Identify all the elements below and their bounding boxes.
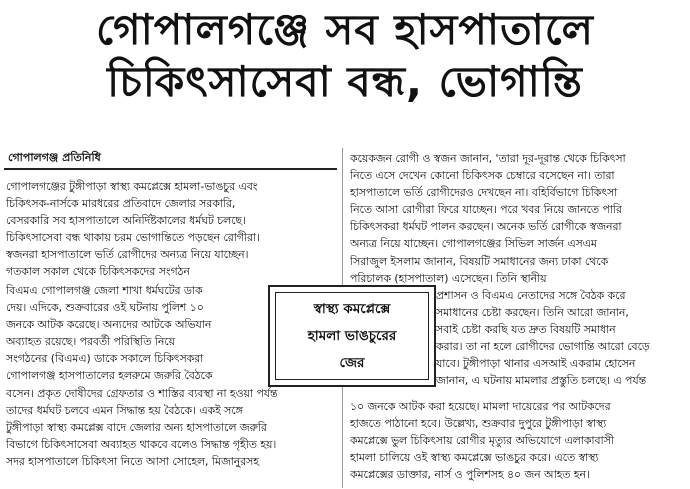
text-line: সংগঠনের (বিএমএ) ডাকে সকালে চিকিৎসকরা: [6, 352, 204, 366]
headline-line-1: গোপালগঞ্জে সব হাসপাতালে: [96, 5, 594, 54]
text-line: অব্যাহত রয়েছে। পরবর্তী পরিস্থিতি নিয়ে: [6, 335, 175, 349]
text-line: গতকাল সকাল থেকে চিকিৎসকদের সংগঠন: [6, 265, 190, 279]
text-line: গোপালগঞ্জ হাসপাতালের হলরুমে জরুরি বৈঠকে: [6, 369, 213, 383]
byline-rule: [4, 168, 337, 170]
text-line: করার। তা না হলে রোগীদের ভোগান্তি আরো বেড়ে: [436, 340, 650, 354]
text-line: চিকিৎসাসেবা বন্ধ থাকায় চরম ভোগান্তিতে পড়ছেন রোগীরা।: [6, 231, 260, 245]
pull-quote-line-2: হামলা ভাঙচুরের: [307, 327, 397, 344]
byline: গোপালগঞ্জ প্রতিনিধি: [8, 151, 101, 164]
text-line: কয়েকজন রোগী ও স্বজন জানান, 'তারা দূর-দূরান্ত থেকে চিকিৎসা: [350, 152, 626, 165]
pull-quote-line-3: জের: [339, 354, 365, 371]
text-line: তাদের ধর্মঘট চলবে এমন সিদ্ধান্ত হয় বৈঠকে। একই সঙ্গে: [6, 404, 243, 418]
text-line: চিকিৎসক-নার্সকে মারধরের প্রতিবাদে জেলার সরকারি,: [6, 197, 236, 211]
text-line: সমাধানের চেষ্টা করছেন। তিনি আরো জানান,: [436, 306, 629, 320]
text-line: অন্যত্র নিয়ে যাচ্ছেন। গোপালগঞ্জের সিভিল সার্জন এসএম: [350, 237, 597, 251]
text-line: কমপ্লেক্সের ডাক্তার, নার্স ও পুলিশসহ ৪০ জন আহত হন।: [350, 468, 590, 482]
text-line: নিতে আসা রোগীরা ফিরে যাচ্ছেন। পরে খবর নিয়ে জানতে পারি: [350, 203, 622, 217]
right-column-top: [350, 150, 684, 286]
text-line: হামলা চালিয়ে ওই স্বাস্থ্য কমপ্লেক্সে ভাঙচুর করে। এতে স্বাস্থ্য: [350, 451, 599, 465]
left-column-bottom: [6, 385, 336, 487]
text-line: বসেন। প্রকৃত দোষীদের গ্রেফতার ও শাস্তির ব্যবস্থা না হওয়া পর্যন্ত: [6, 387, 278, 400]
text-line: কমপ্লেক্সে ভুল চিকিৎসায় রোগীর মৃত্যুর অভিযোগে এলাকাবাসী: [350, 434, 614, 448]
text-line: বেসরকারি সব হাসপাতালে অনির্দিষ্টকালের ধর্মঘট চলছে।: [6, 214, 246, 228]
text-line: গোপালগঞ্জের টুঙ্গীপাড়া স্বাস্থ্য কমপ্লেক্সে হামলা-ভাঙচুর এবং: [6, 180, 258, 193]
text-line: সবাই চেষ্টা করছি যত দ্রুত বিষয়টি সমাধান: [436, 323, 616, 337]
text-line: পরিচালক (হাসপাতাল) এসেছেন। তিনি স্থানীয়: [350, 271, 547, 285]
pull-quote-box: [268, 285, 436, 387]
text-line: স্বজনরা হাসপাতালে ভর্তি রোগীদের অন্যত্র নিয়ে যাচ্ছেন।: [6, 248, 249, 262]
text-line: সিরাজুল ইসলাম জানান, বিষয়টি সমাধানের জন্য ঢাকা থেকে: [350, 254, 609, 268]
text-line: দেয়। এদিকে, শুক্রবারের ওই ঘটনায় পুলিশ ১০: [6, 301, 204, 315]
headline-line-2: চিকিৎসাসেবা বন্ধ, ভোগান্তি: [107, 57, 583, 106]
text-line: জনকে আটক করেছে। অন্যদের আটকে অভিযান: [6, 318, 212, 332]
text-line: জানান, এ ঘটনায় মামলার প্রস্তুতি চলছে। এ পর্যন্ত: [436, 374, 647, 388]
headline: [0, 4, 690, 108]
text-line: ১০ জনকে আটক করা হয়েছে। মামলা দায়েরের পর আটকদের: [350, 400, 611, 413]
right-column-bottom: [350, 398, 684, 486]
text-line: বিএমএ গোপালগঞ্জ জেলা শাখা ধর্মঘটের ডাক: [6, 284, 203, 297]
text-line: প্রশাসন ও বিএমএ নেতাদের সঙ্গে বৈঠক করে: [436, 289, 626, 302]
pull-quote-inner: [275, 292, 429, 380]
left-column-middle: [6, 282, 270, 384]
text-line: চিকিৎসকরা ধর্মঘট পালন করছেন। অনেক ভর্তি রোগীকে স্বজনরা: [350, 220, 622, 234]
left-column-top: [6, 178, 336, 282]
text-line: নিতে এসে দেখেন কোনো চিকিৎসক চেম্বারে বসেছেন না। তারা: [350, 169, 615, 183]
text-line: সদর হাসপাতালে চিকিৎসা নিতে আসা সোহেল, মিজানুরসহ: [6, 455, 259, 469]
text-line: হাজতে পাঠানো হবে। উল্লেখ্য, শুক্রবার দুপুরে টুঙ্গীপাড়া স্বাস্থ্য: [350, 417, 607, 431]
text-line: যাবে। টুঙ্গীপাড়া থানার এসআই একরাম হোসেন: [436, 357, 636, 371]
text-line: টুঙ্গীপাড়া স্বাস্থ্য কমপ্লেক্স বাদে জেলার অন্য হাসপাতালে জরুরি: [6, 421, 267, 435]
text-line: বিভাগে চিকিৎসাসেবা অব্যাহত থাকবে বলেও সিদ্ধান্ত গৃহীত হয়।: [6, 438, 277, 452]
text-line: হাসপাতালে ভর্তি রোগীদেরও দেখছেন না। বহির্বিভাগে চিকিৎসা: [350, 186, 618, 200]
right-column-middle: [436, 287, 684, 391]
pull-quote-line-1: স্বাস্থ্য কমপ্লেক্সে: [313, 300, 391, 317]
